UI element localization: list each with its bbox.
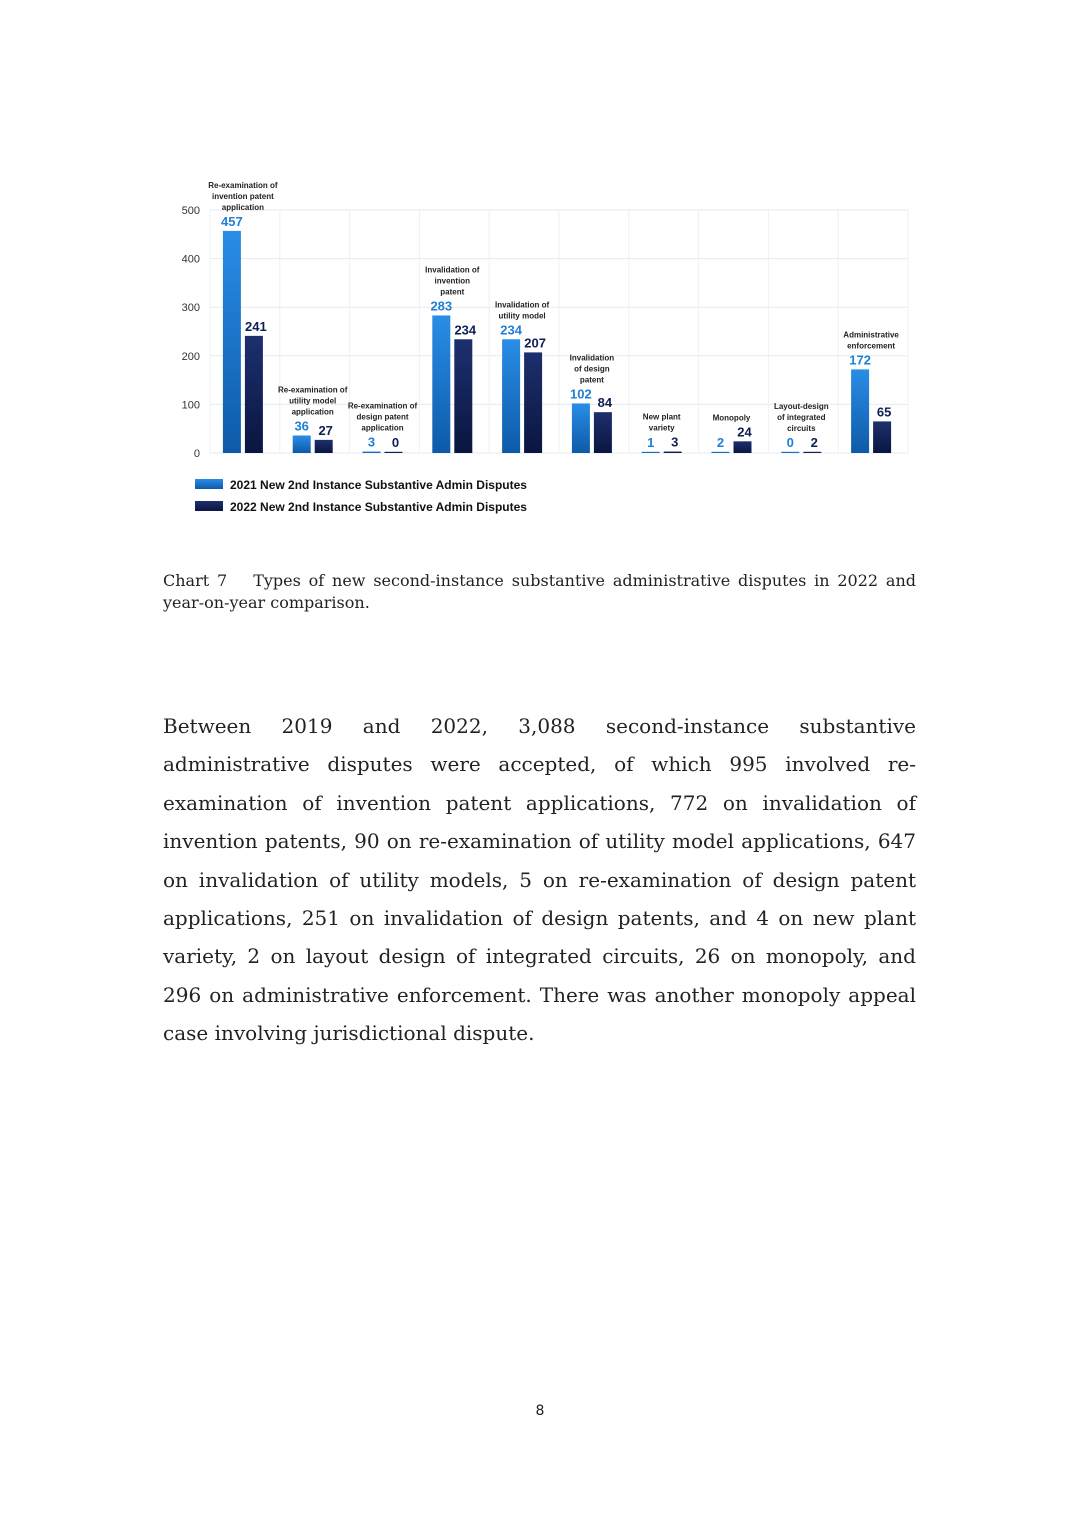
category-label: utility model [289, 396, 337, 406]
category-label: invention patent [212, 191, 274, 201]
value-label-2022: 234 [454, 322, 477, 338]
value-label-2022: 27 [318, 422, 333, 438]
caption-label: Chart 7 [163, 571, 228, 590]
value-label-2021: 36 [294, 418, 309, 434]
category-label: Monopoly [712, 413, 751, 423]
chart-7 [160, 130, 912, 545]
y-tick-label: 200 [181, 350, 200, 363]
category-label: Re-examination of [278, 385, 348, 395]
category-label: application [361, 423, 404, 433]
value-label-2021: 283 [430, 298, 453, 314]
bar-2022 [315, 440, 333, 453]
category-label: utility model [498, 311, 546, 321]
value-label-2021: 457 [221, 213, 243, 229]
bar-2021 [502, 339, 520, 453]
value-label-2021: 2 [716, 434, 725, 450]
category-label: design patent [356, 412, 409, 422]
bar-2021 [223, 231, 241, 453]
legend-swatch [195, 501, 223, 511]
category-label: Invalidation of [425, 265, 480, 275]
bar-2021 [432, 315, 450, 453]
value-label-2021: 0 [786, 434, 794, 450]
bar-2021 [851, 369, 869, 453]
category-label: invention [434, 276, 471, 286]
category-label: circuits [787, 423, 816, 433]
y-tick-label: 0 [193, 448, 200, 460]
value-label-2022: 2 [810, 434, 818, 450]
legend-label: 2022 New 2nd Instance Substantive Admin Disputes [230, 500, 527, 514]
value-label-2022: 0 [391, 434, 400, 450]
bar-2021 [293, 436, 311, 453]
category-label: Re-examination of [347, 401, 418, 411]
value-label-2021: 234 [500, 322, 522, 338]
chart-caption [163, 570, 916, 614]
category-label: Re-examination of [208, 180, 278, 190]
caption-text: Types of new second-instance substantive administrative disputes in 2022 and year-on-year comparison. [163, 571, 916, 612]
category-label: Layout-design [773, 401, 829, 411]
bar-2022 [803, 452, 821, 453]
value-label-2021: 172 [849, 352, 871, 368]
body-paragraph: Between 2019 and 2022, 3,088 second-instance substantive administrative disputes were accepted, of which 995 involved re-examination of invention patent applications, 772 on invalidation of invention patents, 90 on re-examination of utility model applications, 647 on invalidation of utility models, 5 on re-examination of design patent applications, 251 on invalidation of design patents, and 4 on new plant variety, 2 on layout design of integrated circuits, 26 on monopoly, and 296 on administrative enforcement. There was another monopoly appeal case involving jurisdictional dispute. [163, 714, 916, 1046]
category-label: application [291, 407, 334, 417]
y-tick-label: 400 [181, 253, 200, 266]
value-label-2022: 241 [245, 318, 267, 334]
value-label-2021: 3 [367, 434, 376, 450]
bar-2022 [873, 421, 891, 453]
category-label: application [221, 202, 265, 212]
bar-chart [160, 130, 912, 545]
value-label-2022: 65 [876, 404, 892, 420]
legend-swatch [195, 479, 223, 489]
category-label: Administrative [843, 330, 899, 340]
bar-2022 [664, 452, 682, 453]
value-label-2021: 1 [647, 434, 655, 450]
category-label: variety [648, 423, 675, 433]
chart-legend [195, 478, 527, 514]
y-tick-label: 100 [181, 399, 200, 412]
bar-2022 [245, 336, 263, 453]
category-label: patent [440, 287, 465, 297]
category-label: enforcement [847, 341, 896, 351]
bar-2022 [734, 441, 752, 453]
bar-2022 [594, 412, 612, 453]
y-axis [182, 205, 200, 460]
category-label: New plant [642, 412, 681, 422]
category-label: of integrated [777, 412, 826, 422]
value-label-2022: 24 [737, 424, 752, 440]
bar-2021 [642, 452, 660, 453]
bar-2021 [363, 452, 381, 453]
bar-2021 [781, 452, 799, 453]
category-label: Invalidation of [494, 300, 550, 310]
legend-label: 2021 New 2nd Instance Substantive Admin Disputes [230, 478, 527, 492]
category-label: patent [579, 375, 604, 385]
category-label: Invalidation [569, 353, 615, 363]
category-label: of design [574, 364, 610, 374]
value-label-2022: 207 [524, 335, 546, 351]
value-label-2021: 102 [570, 386, 592, 402]
value-label-2022: 3 [671, 434, 679, 450]
bar-2022 [454, 339, 472, 453]
bar-2022 [524, 352, 542, 453]
bar-2021 [572, 403, 590, 453]
y-tick-label: 300 [181, 302, 200, 315]
page-number: 8 [535, 1403, 545, 1419]
value-label-2022: 84 [597, 395, 613, 411]
y-tick-label: 500 [181, 205, 200, 217]
bar-2022 [385, 452, 403, 453]
bar-2021 [712, 452, 730, 453]
